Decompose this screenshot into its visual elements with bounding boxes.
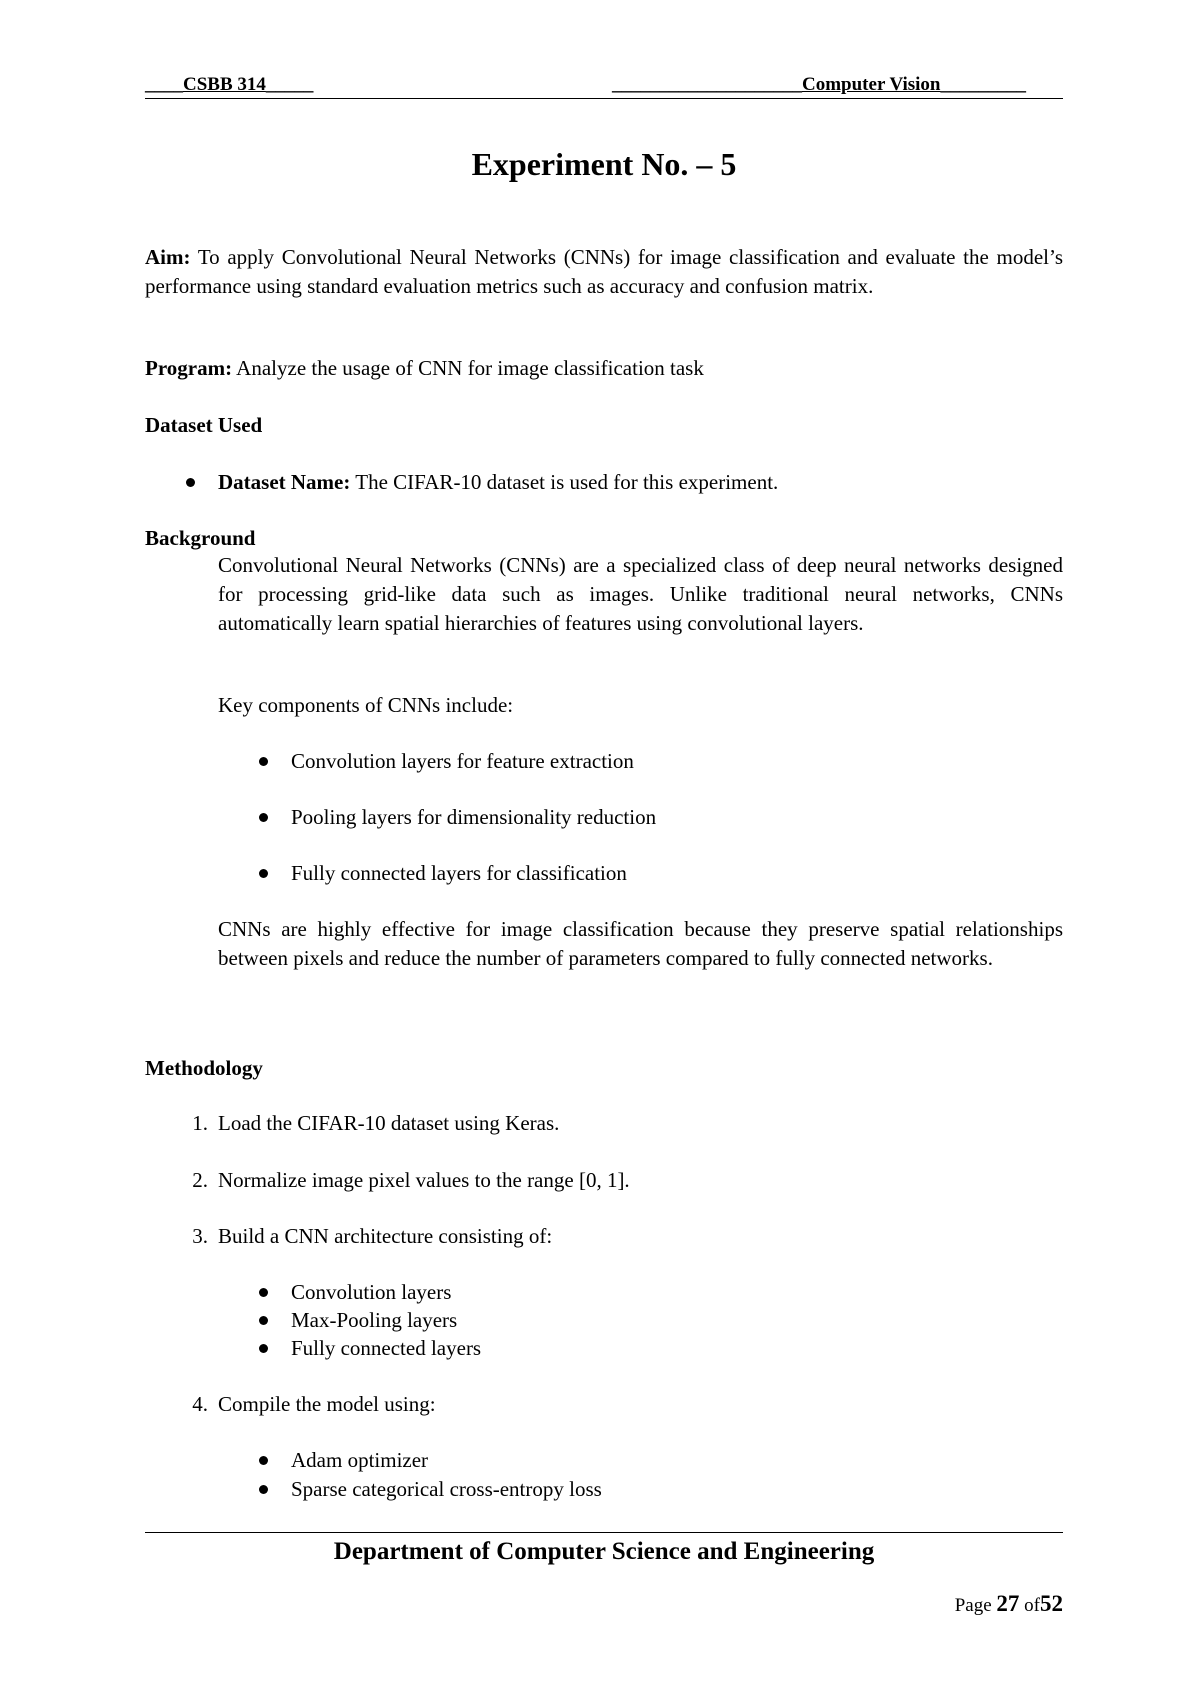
bullet-dot	[259, 1456, 268, 1465]
methodology-step	[192, 1390, 436, 1419]
component-text: Convolution layers for feature extraction	[291, 749, 634, 773]
architecture-text: Max-Pooling layers	[291, 1308, 458, 1332]
step-number: 1.	[192, 1111, 208, 1135]
list-item	[291, 1475, 602, 1504]
step-text: Load the CIFAR-10 dataset using Keras.	[218, 1111, 560, 1135]
page-of: of	[1024, 1595, 1040, 1616]
header-course: ____CSBB 314_____	[145, 74, 314, 95]
page-label: Page	[954, 1595, 992, 1616]
step-text: Normalize image pixel values to the range [0, 1].	[218, 1168, 630, 1192]
program-label: Program:	[145, 356, 233, 380]
step-number: 4.	[192, 1392, 208, 1416]
header-subject: ____________________Computer Vision_________	[612, 74, 1026, 95]
page-title: Experiment No. – 5	[471, 146, 737, 182]
dataset-item	[218, 468, 1063, 497]
list-item	[291, 1306, 457, 1335]
list-item	[291, 803, 656, 832]
page-header	[145, 74, 1063, 99]
bullet-dot	[259, 757, 268, 766]
step-text: Build a CNN architecture consisting of:	[218, 1224, 553, 1248]
methodology-step	[192, 1109, 560, 1138]
bullet-dot	[259, 1344, 268, 1353]
bullet-dot	[259, 869, 268, 878]
aim-paragraph	[145, 243, 1063, 301]
compile-text: Adam optimizer	[291, 1448, 429, 1472]
step-number: 2.	[192, 1168, 208, 1192]
dataset-item-text: The CIFAR-10 dataset is used for this experiment.	[355, 470, 779, 494]
bullet-dot	[259, 1288, 268, 1297]
list-item	[291, 859, 627, 888]
program-paragraph	[145, 354, 1063, 383]
page-current: 27	[996, 1591, 1020, 1616]
footer-department: Department of Computer Science and Engineering	[333, 1538, 875, 1565]
architecture-text: Fully connected layers	[291, 1336, 482, 1360]
architecture-text: Convolution layers	[291, 1280, 452, 1304]
compile-text: Sparse categorical cross-entropy loss	[291, 1477, 602, 1501]
background-heading: Background	[145, 526, 256, 550]
methodology-step	[192, 1222, 553, 1251]
page-number	[955, 1591, 1063, 1617]
bullet-dot	[259, 1485, 268, 1494]
program-text: Analyze the usage of CNN for image classification task	[236, 356, 704, 380]
step-number: 3.	[192, 1224, 208, 1248]
bullet-dot	[186, 478, 195, 487]
footer-divider	[145, 1532, 1063, 1533]
background-paragraph-1: Convolutional Neural Networks (CNNs) are a specialized class of deep neural networks designed for processing grid-like data such as images. Unlike traditional neural networks, CNNs automatically learn spatial hierarchies of features using convolutional layers.	[218, 553, 1063, 635]
bullet-dot	[259, 1316, 268, 1325]
aim-label: Aim:	[145, 245, 191, 269]
dataset-item-label: Dataset Name:	[218, 470, 351, 494]
list-item	[291, 1278, 451, 1307]
page-total: 52	[1040, 1591, 1063, 1616]
methodology-heading: Methodology	[145, 1056, 263, 1080]
list-item	[291, 1334, 481, 1363]
component-text: Pooling layers for dimensionality reduction	[291, 805, 657, 829]
dataset-heading: Dataset Used	[145, 413, 263, 437]
bullet-dot	[259, 813, 268, 822]
background-paragraph-2: CNNs are highly effective for image classification because they preserve spatial relationships between pixels and reduce the number of parameters compared to fully connected networks.	[218, 917, 1063, 970]
list-item	[291, 747, 634, 776]
list-item	[291, 1446, 428, 1475]
component-text: Fully connected layers for classification	[291, 861, 627, 885]
methodology-step	[192, 1166, 630, 1195]
components-intro: Key components of CNNs include:	[218, 693, 514, 717]
step-text: Compile the model using:	[218, 1392, 436, 1416]
aim-text: To apply Convolutional Neural Networks (CNNs) for image classification and evaluate the model’s performance using standard evaluation metrics such as accuracy and confusion matrix.	[145, 245, 1063, 298]
